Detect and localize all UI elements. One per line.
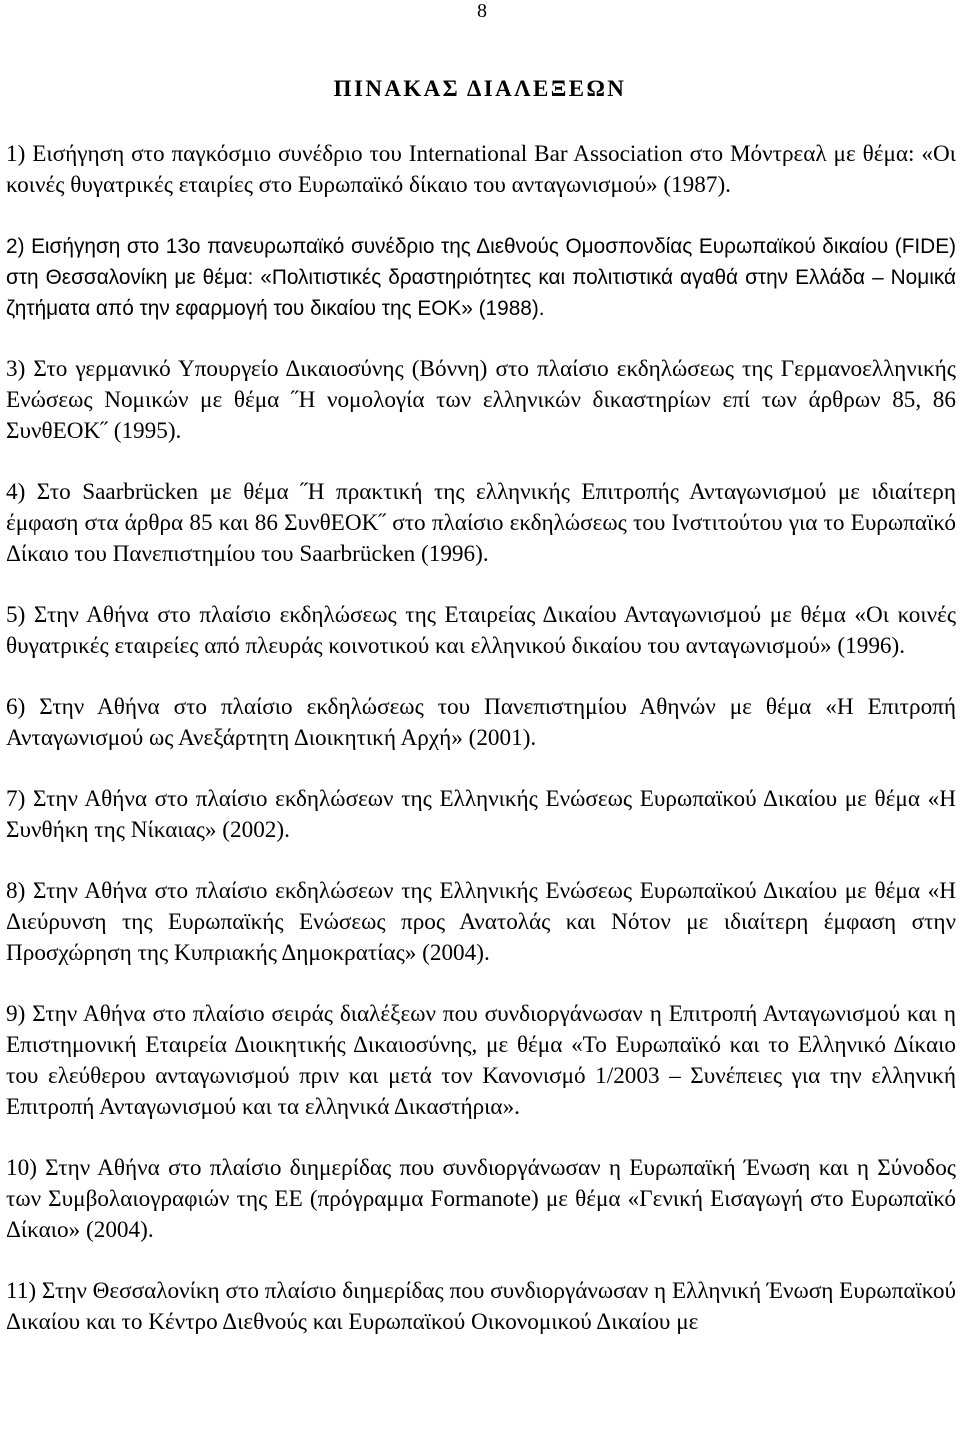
list-item: 9) Στην Αθήνα στο πλαίσιο σειράς διαλέξεων που συνδιοργάνωσαν η Επιτροπή Ανταγωνισμού και η Επιστημονική Εταιρεία Διοικητικής Δικαιοσύνης, με θέμα «Το Ευρωπαϊκό και το Ελληνικό Δίκαιο του ελεύθερου ανταγωνισμού πριν και μετά τον Κανονισμό 1/2003 – Συνέπειες για την ελληνική Επιτροπή Ανταγωνισμού και τα ελληνικά Δικαστήρια».	[6, 1001, 956, 1120]
list-item: 2) Εισήγηση στο 13ο πανευρωπαϊκό συνέδριο της Διεθνούς Ομοσπονδίας Ευρωπαϊκού δικαίου (FIDE) στη Θεσσαλονίκη με θέμα: «Πολιτιστικές δραστηριότητες και πολιτιστικά αγαθά στην Ελλάδα – Νομικά ζητήματα από την εφαρμογή του δικαίου της ΕΟΚ» (1988).	[6, 235, 956, 320]
list-item: 1) Εισήγηση στο παγκόσμιο συνέδριο του International Bar Association στο Μόντρεαλ με θέμα: «Οι κοινές θυγατρικές εταιρίες στο Ευρωπαϊκό δίκαιο του ανταγωνισμού» (1987).	[6, 141, 956, 198]
list-item: 8) Στην Αθήνα στο πλαίσιο εκδηλώσεων της Ελληνικής Ενώσεως Ευρωπαϊκού Δικαίου με θέμα «Η Διεύρυνση της Ευρωπαϊκής Ενώσεως προς Ανατολάς και Νότον με ιδιαίτερη έμφαση στην Προσχώρηση της Κυπριακής Δημοκρατίας» (2004).	[6, 878, 956, 966]
lectures-list	[6, 139, 956, 1338]
list-item: 3) Στο γερμανικό Υπουργείο Δικαιοσύνης (Βόννη) στο πλαίσιο εκδηλώσεως της Γερμανοελληνικής Ενώσεως Νομικών με θέμα ˝Η νομολογία των ελληνικών δικαστηρίων επί των άρθρων 85, 86 ΣυνθΕΟΚ˝ (1995).	[6, 356, 956, 444]
page-title: ΠΙΝΑΚΑΣ ΔΙΑΛΕΞΕΩΝ	[333, 76, 627, 101]
list-item: 7) Στην Αθήνα στο πλαίσιο εκδηλώσεων της Ελληνικής Ενώσεως Ευρωπαϊκού Δικαίου με θέμα «Η Συνθήκη της Νίκαιας» (2002).	[6, 786, 956, 843]
list-item: 10) Στην Αθήνα στο πλαίσιο διημερίδας που συνδιοργάνωσαν η Ευρωπαϊκή Ένωση και η Σύνοδος των Συμβολαιογραφιών της ΕΕ (πρόγραμμα Formanote) με θέμα «Γενική Εισαγωγή στο Ευρωπαϊκό Δίκαιο» (2004).	[6, 1155, 956, 1243]
list-item: 6) Στην Αθήνα στο πλαίσιο εκδηλώσεως του Πανεπιστημίου Αθηνών με θέμα «Η Επιτροπή Ανταγωνισμού ως Ανεξάρτητη Διοικητική Αρχή» (2001).	[6, 694, 956, 751]
page-number: 8	[477, 0, 487, 22]
list-item: 5) Στην Αθήνα στο πλαίσιο εκδηλώσεως της Εταιρείας Δικαίου Ανταγωνισμού με θέμα «Οι κοινές θυγατρικές εταιρείες από πλευράς κοινοτικού και ελληνικού δικαίου του ανταγωνισμού» (1996).	[6, 602, 956, 659]
list-item: 4) Στο Saarbrücken με θέμα ˝Η πρακτική της ελληνικής Επιτροπής Ανταγωνισμού με ιδιαίτερη έμφαση στα άρθρα 85 και 86 ΣυνθΕΟΚ˝ στο πλαίσιο εκδηλώσεως του Ινστιτούτου για το Ευρωπαϊκό Δίκαιο του Πανεπιστημίου του Saarbrücken (1996).	[6, 479, 956, 567]
list-item: 11) Στην Θεσσαλονίκη στο πλαίσιο διημερίδας που συνδιοργάνωσαν η Ελληνική Ένωση Ευρωπαϊκού Δικαίου και το Κέντρο Διεθνούς και Ευρωπαϊκού Οικονομικού Δικαίου με	[6, 1278, 956, 1335]
